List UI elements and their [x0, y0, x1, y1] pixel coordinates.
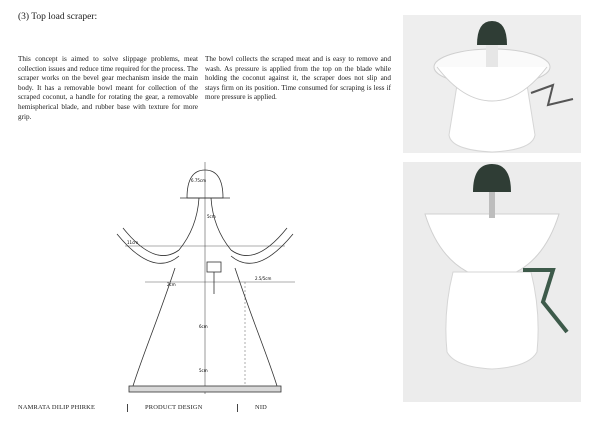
annot-base: 5cm	[199, 368, 208, 373]
footer-course: PRODUCT DESIGN	[145, 404, 203, 411]
annot-top: 6.75cm	[191, 178, 207, 183]
footer-author: NAMRATA DILIP PHIRKE	[18, 404, 96, 411]
product-photo-top	[403, 15, 581, 153]
annot-body: 6cm	[199, 324, 208, 329]
annot-neck: 5cm	[207, 214, 216, 219]
section-title: (3) Top load scraper:	[18, 12, 98, 22]
product-photo-bottom	[403, 162, 581, 402]
technical-sketch	[95, 158, 315, 398]
annot-right-width: 2.5/5cm	[255, 276, 272, 281]
footer-divider	[237, 404, 238, 412]
description-right: The bowl collects the scraped meat and is easy to remove and wash. As pressure is applied from the top on the blade while holding the coconut against it, the scraper does not slip and stays firm on its position. Time consumed for scraping is less if more pressure is applied.	[205, 55, 391, 102]
description-left: This concept is aimed to solve slippage problems, meat collection issues and reduce time required for the process. The scraper works on the bevel gear mechanism inside the main body. It has a removable bowl meant for collection of the scraped coconut, a handle for rotating the gear, a removable hemispherical blade, and rubber base with texture for more grip.	[18, 55, 198, 121]
footer-divider	[127, 404, 128, 412]
annot-left-width: 11cm	[127, 240, 139, 245]
annot-left-side: 2cm	[167, 282, 176, 287]
footer-institute: NID	[255, 404, 267, 411]
